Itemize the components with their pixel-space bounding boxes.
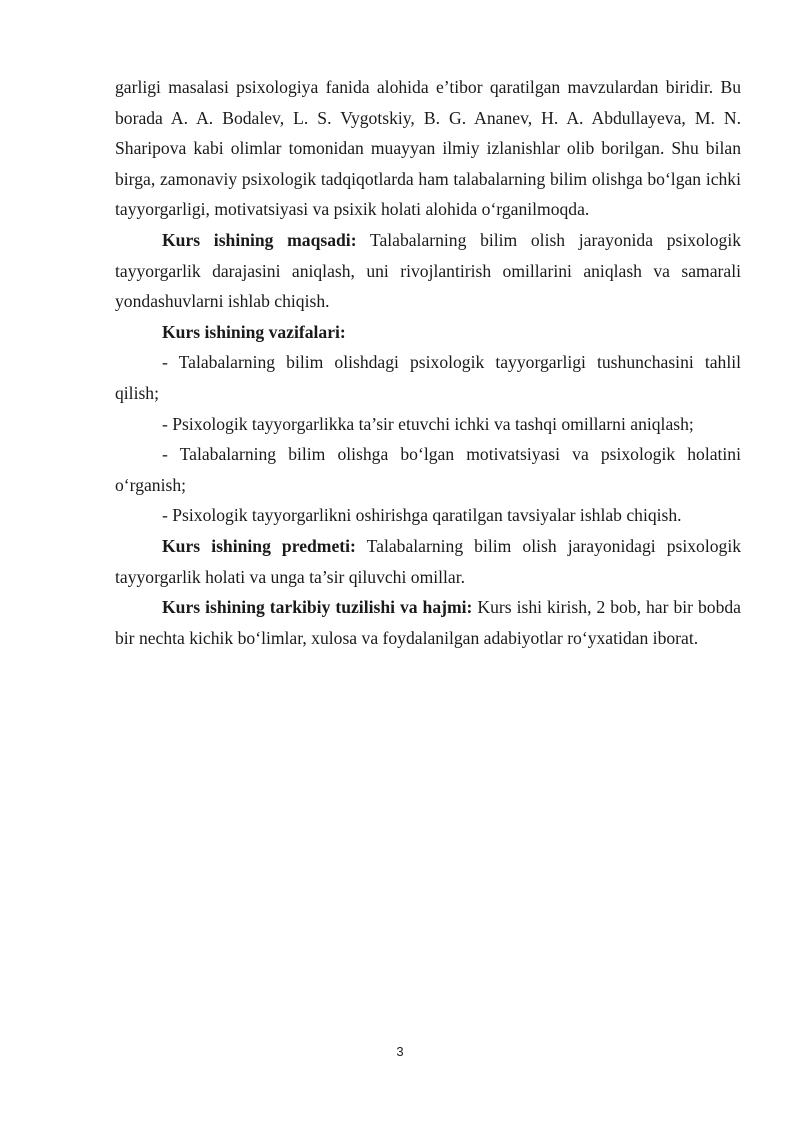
tasks-heading: Kurs ishining vazifalari:: [162, 321, 346, 342]
subject-text: Talabalarning bilim olish jarayonidagi psixologik tayyorgarlik holati va unga ta’sir qiluvchi omillar.: [115, 535, 742, 587]
task-item-3: - Talabalarning bilim olishga bo‘lgan motivatsiyasi va psixologik holatini o‘rganish;: [115, 444, 741, 495]
goal-text: Talabalarning bilim olish jarayonida psixologik tayyorgarlik darajasini aniqlash, uni rivojlantirish omillarini aniqlash va samarali yondashuvlarni ishlab chiqish.: [115, 229, 742, 312]
task-item-1: - Talabalarning bilim olishdagi psixologik tayyorgarligi tushunchasini tahlil qilish;: [115, 352, 741, 403]
structure-text: Kurs ishi kirish, 2 bob, har bir bobda bir nechta kichik bo‘limlar, xulosa va foydalanilgan adabiyotlar ro‘yxatidan iborat.: [115, 597, 741, 648]
goal-paragraph: [115, 225, 741, 317]
structure-paragraph: [115, 592, 741, 653]
subject-label: Kurs ishining predmeti:: [162, 535, 356, 556]
subject-paragraph: [115, 531, 741, 592]
task-item-2: - Psixologik tayyorgarlikka ta’sir etuvchi ichki va tashqi omillarni aniqlash;: [162, 413, 694, 434]
task-item-4: - Psixologik tayyorgarlikni oshirishga qaratilgan tavsiyalar ishlab chiqish.: [162, 505, 682, 526]
goal-label: Kurs ishining maqsadi:: [162, 229, 357, 250]
intro-paragraph: garligi masalasi psixologiya fanida alohida e’tibor qaratilgan mavzulardan biridir. Bu borada A. A. Bodalev, L. S. Vygotskiy, B. G. Ananev, H. A. Abdullayeva, M. N. Sharipova kabi olimlar tomonidan muayyan ilmiy izlanishlar olib borilgan. Shu bilan birga, zamonaviy psixologik tadqiqotlarda ham talabalarning bilim olishga bo‘lgan ichki tayyorgarligi, motivatsiyasi va psixik holati alohida o‘rganilmoqda.: [115, 77, 741, 220]
document-body: [115, 72, 741, 653]
page-number: 3: [396, 1044, 404, 1059]
structure-label: Kurs ishining tarkibiy tuzilishi va hajmi:: [162, 597, 473, 618]
